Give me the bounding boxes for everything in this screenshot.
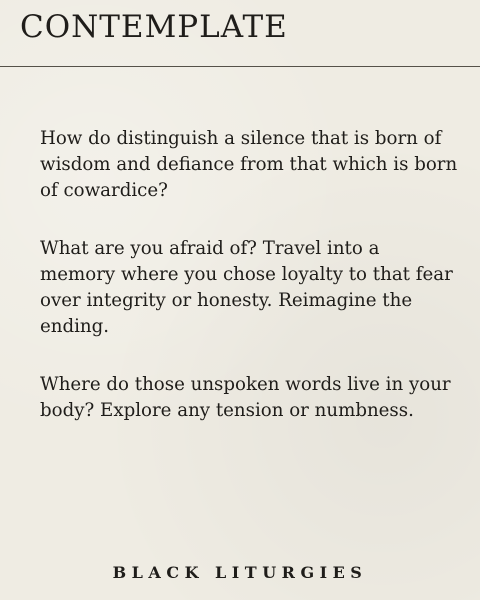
prompt-1: How do distinguish a silence that is born of wisdom and defiance from that which is born of cowardice?	[40, 128, 458, 201]
prompt-list	[40, 126, 460, 424]
brand-footer: BLACK LITURGIES	[112, 563, 368, 582]
header-divider	[0, 66, 480, 67]
page-title: CONTEMPLATE	[20, 9, 288, 45]
prompt-2: What are you afraid of? Travel into a memory where you chose loyalty to that fear over integrity or honesty. Reimagine the ending.	[40, 238, 453, 337]
prompt-3: Where do those unspoken words live in your body? Explore any tension or numbness.	[40, 374, 451, 421]
